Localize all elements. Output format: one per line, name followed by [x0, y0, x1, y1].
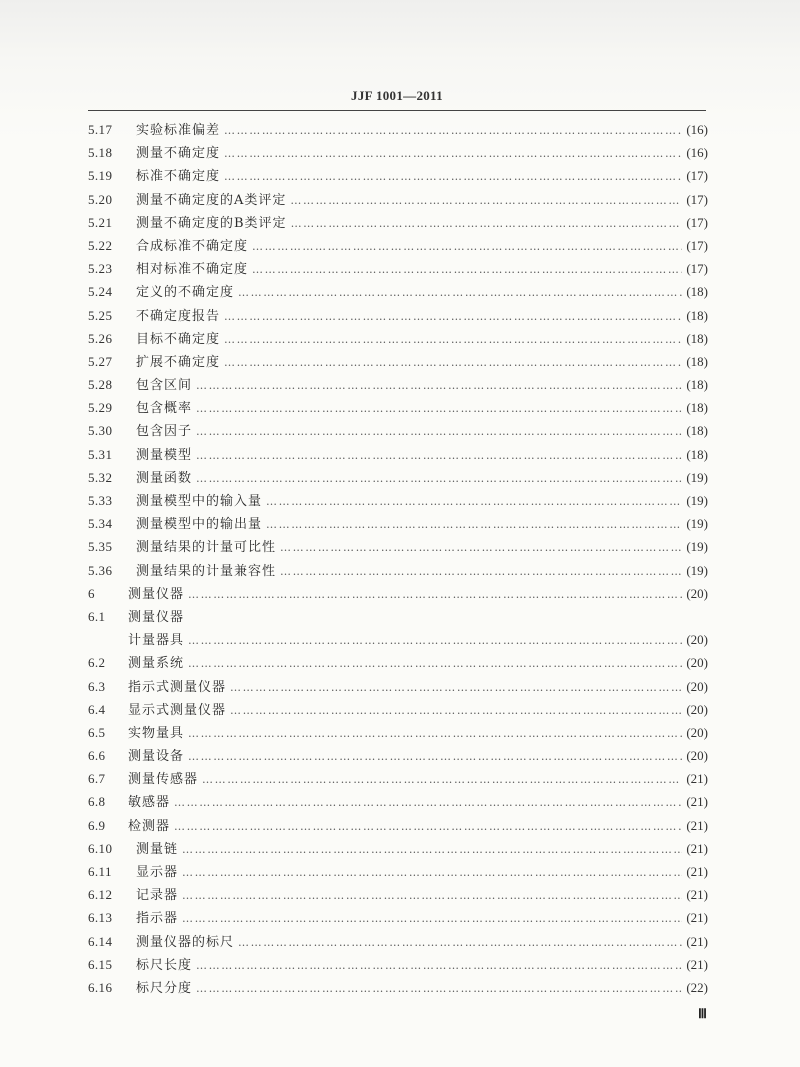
dot-leader	[196, 977, 682, 1000]
toc-entry-page: (18)	[686, 353, 708, 369]
toc-entry-page: (20)	[686, 748, 708, 764]
toc-entry-number: 6.11	[88, 864, 112, 879]
toc-entry-title: 测量传感器	[128, 772, 199, 788]
toc-entry-number: 5.19	[88, 168, 113, 184]
toc-entry-page: (18)	[686, 377, 708, 393]
toc-entry	[88, 280, 708, 303]
toc-entry	[88, 883, 708, 906]
toc-entry-number: 6	[88, 585, 95, 601]
toc-entry	[88, 605, 708, 628]
toc-entry	[88, 141, 708, 164]
dot-leader	[182, 907, 682, 930]
toc-entry-number: 5.26	[88, 330, 113, 346]
toc-entry-title: 测量系统	[128, 656, 185, 672]
toc-entry-page: (21)	[686, 794, 708, 810]
toc-entry-number: 5.22	[88, 237, 113, 253]
toc-entry-number: 6.16	[88, 979, 113, 995]
dot-leader	[266, 490, 682, 513]
toc-entry-page: (18)	[686, 330, 708, 346]
toc-entry-page: (21)	[686, 956, 708, 972]
toc-entry-page: (20)	[686, 585, 708, 601]
toc-entry-title: 检测器	[128, 818, 171, 834]
toc-entry-title: 定义的不确定度	[136, 285, 235, 301]
toc-entry-title: 测量不确定度的B类评定	[136, 215, 287, 231]
toc-entry-number: 6.4	[88, 701, 106, 717]
toc-entry-number: 5.31	[88, 446, 113, 462]
toc-entry	[88, 790, 708, 813]
dot-leader	[182, 884, 682, 907]
toc-entry-title: 指示式测量仪器	[128, 679, 227, 695]
dot-leader	[280, 536, 682, 559]
toc-entry-page: (17)	[686, 261, 708, 277]
toc-entry	[88, 559, 708, 582]
toc-entry	[88, 698, 708, 721]
toc-entry-title: 测量不确定度的A类评定	[136, 192, 287, 208]
toc-entry-number: 6.8	[88, 794, 106, 810]
toc-entry-number: 6.13	[88, 910, 113, 926]
toc-entry-title: 标准不确定度	[136, 169, 221, 185]
toc-entry	[88, 373, 708, 396]
toc-entry-number: 5.20	[88, 191, 113, 207]
dot-leader	[252, 258, 682, 281]
toc-entry-title: 测量模型	[136, 447, 193, 463]
toc-entry	[88, 327, 708, 350]
toc-entry	[88, 837, 708, 860]
toc-entry-page: (21)	[686, 817, 708, 833]
toc-entry	[88, 466, 708, 489]
toc-entry-title: 测量设备	[128, 749, 185, 765]
toc-entry-page: (17)	[686, 214, 708, 230]
toc-entry-number: 5.21	[88, 214, 113, 230]
toc-entry-page: (22)	[686, 979, 708, 995]
toc-entry	[88, 582, 708, 605]
dot-leader	[291, 212, 683, 235]
toc-entry	[88, 953, 708, 976]
toc-entry-title: 指示器	[136, 911, 179, 927]
toc-entry	[88, 118, 708, 141]
toc-entry-number: 6.3	[88, 678, 106, 694]
dot-leader	[174, 791, 682, 814]
dot-leader	[224, 119, 682, 142]
dot-leader	[266, 513, 682, 536]
toc-entry-number: 5.23	[88, 261, 113, 277]
toc-entry-title: 实物量具	[128, 725, 185, 741]
dot-leader	[290, 189, 682, 212]
toc-entry-page: (21)	[686, 840, 708, 856]
toc-entry-number: 5.33	[88, 493, 113, 508]
toc-entry-title: 测量链	[136, 841, 179, 857]
toc-entry-page: (21)	[686, 887, 708, 903]
toc-entry-page: (20)	[686, 632, 708, 648]
toc-entry-title: 测量不确定度	[136, 146, 221, 162]
toc-entry	[88, 930, 708, 953]
toc-entry-title: 测量仪器	[128, 586, 185, 602]
dot-leader	[196, 420, 682, 443]
running-header: JJF 1001—2011	[351, 88, 443, 103]
toc-entry-title: 计量器具	[128, 633, 185, 649]
dot-leader	[230, 699, 682, 722]
toc-entry-number: 6.12	[88, 887, 113, 903]
dot-leader	[196, 467, 682, 490]
toc-entry-title: 标尺分度	[136, 980, 193, 996]
toc-entry	[88, 188, 708, 211]
toc-entry-number: 5.29	[88, 400, 113, 416]
dot-leader	[196, 954, 682, 977]
table-of-contents	[88, 118, 708, 999]
toc-entry-number: 5.18	[88, 145, 113, 161]
toc-entry-title: 相对标准不确定度	[136, 262, 249, 278]
toc-entry-page: (21)	[686, 771, 708, 787]
toc-entry	[88, 489, 708, 512]
toc-entry	[88, 350, 708, 373]
toc-entry	[88, 860, 708, 883]
toc-entry-page: (18)	[686, 284, 708, 300]
toc-entry	[88, 396, 708, 419]
toc-entry-page: (17)	[686, 168, 708, 184]
toc-entry-number: 6.6	[88, 748, 106, 764]
dot-leader	[182, 838, 682, 861]
page-number: Ⅲ	[698, 1006, 707, 1021]
toc-entry	[88, 767, 708, 790]
dot-leader	[224, 305, 682, 328]
toc-entry-number: 5.17	[88, 122, 113, 137]
dot-leader	[188, 629, 682, 652]
toc-entry-number: 5.24	[88, 284, 113, 300]
toc-entry-title: 实验标准偏差	[136, 123, 221, 138]
toc-entry-page: (18)	[686, 400, 708, 416]
toc-entry-title: 记录器	[136, 888, 179, 904]
toc-entry-page: (18)	[686, 423, 708, 439]
toc-entry-title: 测量模型中的输入量	[136, 494, 263, 509]
toc-entry	[88, 906, 708, 929]
dot-leader	[280, 560, 682, 583]
toc-entry-page: (21)	[686, 864, 708, 879]
toc-entry-number: 5.35	[88, 539, 113, 555]
toc-entry-page: (19)	[686, 562, 708, 578]
toc-entry-number: 6.14	[88, 933, 113, 949]
toc-entry	[88, 814, 708, 837]
toc-entry-number: 5.28	[88, 377, 113, 393]
toc-entry-number: 6.9	[88, 817, 106, 833]
toc-entry-title: 测量仪器的标尺	[136, 934, 235, 950]
dot-leader	[174, 815, 682, 838]
toc-entry-page: (20)	[686, 724, 708, 740]
toc-entry-page: (19)	[686, 493, 708, 508]
toc-entry-number: 6.2	[88, 655, 106, 671]
dot-leader	[224, 351, 682, 374]
toc-entry-page: (21)	[686, 910, 708, 926]
toc-entry-title: 包含因子	[136, 424, 193, 440]
toc-entry-title: 包含概率	[136, 401, 193, 417]
toc-entry-page: (17)	[686, 237, 708, 253]
toc-entry	[88, 443, 708, 466]
toc-entry-number: 6.1	[88, 608, 106, 624]
dot-leader	[224, 165, 682, 188]
toc-entry-page: (18)	[686, 446, 708, 462]
dot-leader	[182, 861, 682, 884]
toc-entry-page: (21)	[686, 933, 708, 949]
dot-leader	[224, 142, 682, 165]
toc-entry-number: 6.10	[88, 840, 113, 856]
toc-entry-page: (19)	[686, 469, 708, 485]
toc-entry	[88, 234, 708, 257]
toc-entry-title: 不确定度报告	[136, 308, 221, 324]
toc-entry-title: 测量函数	[136, 470, 193, 486]
toc-entry	[88, 675, 708, 698]
dot-leader	[188, 722, 682, 745]
toc-entry-page: (19)	[686, 539, 708, 555]
dot-leader	[196, 374, 682, 397]
toc-entry-number: 5.32	[88, 469, 113, 485]
toc-entry-page: (20)	[686, 655, 708, 671]
toc-entry	[88, 164, 708, 187]
toc-entry-page: (17)	[686, 191, 708, 207]
dot-leader	[238, 931, 682, 954]
dot-leader	[196, 444, 682, 467]
toc-entry-page: (16)	[686, 145, 708, 161]
toc-entry	[88, 535, 708, 558]
header-rule	[88, 110, 706, 111]
toc-entry	[88, 211, 708, 234]
dot-leader	[188, 652, 682, 675]
toc-entry-page: (16)	[686, 122, 708, 137]
toc-entry	[88, 628, 708, 651]
toc-entry-title: 敏感器	[128, 795, 171, 811]
toc-entry-page: (20)	[686, 678, 708, 694]
toc-entry-title: 显示式测量仪器	[128, 702, 227, 718]
toc-entry	[88, 721, 708, 744]
toc-entry-title: 扩展不确定度	[136, 354, 221, 370]
toc-entry-title: 包含区间	[136, 378, 193, 394]
toc-entry-title: 测量结果的计量可比性	[136, 540, 277, 556]
toc-entry-number: 5.36	[88, 562, 113, 578]
dot-leader	[230, 676, 682, 699]
toc-entry-title: 测量模型中的输出量	[136, 517, 263, 533]
toc-entry	[88, 257, 708, 280]
dot-leader	[252, 235, 682, 258]
toc-entry-number: 5.25	[88, 307, 113, 323]
toc-entry	[88, 976, 708, 999]
toc-entry	[88, 304, 708, 327]
toc-entry-title: 显示器	[136, 865, 179, 880]
toc-entry	[88, 651, 708, 674]
toc-entry-number: 6.5	[88, 724, 106, 740]
dot-leader	[202, 768, 682, 791]
toc-entry-number: 6.7	[88, 771, 106, 787]
dot-leader	[188, 745, 682, 768]
toc-entry	[88, 744, 708, 767]
toc-entry-title: 测量结果的计量兼容性	[136, 563, 277, 579]
toc-entry-title: 合成标准不确定度	[136, 238, 249, 254]
toc-entry-page: (20)	[686, 701, 708, 717]
dot-leader	[238, 281, 682, 304]
toc-entry	[88, 419, 708, 442]
toc-entry-title: 目标不确定度	[136, 331, 221, 347]
toc-entry-page: (18)	[686, 307, 708, 323]
toc-entry-number: 6.15	[88, 956, 113, 972]
dot-leader	[224, 328, 682, 351]
toc-entry-title: 标尺长度	[136, 957, 193, 973]
toc-entry-page: (19)	[686, 516, 708, 532]
toc-entry-number: 5.30	[88, 423, 113, 439]
dot-leader	[196, 397, 682, 420]
toc-entry-number: 5.27	[88, 353, 113, 369]
dot-leader	[188, 583, 682, 606]
toc-entry	[88, 512, 708, 535]
toc-entry-title: 测量仪器	[128, 609, 185, 625]
toc-entry-number: 5.34	[88, 516, 113, 532]
